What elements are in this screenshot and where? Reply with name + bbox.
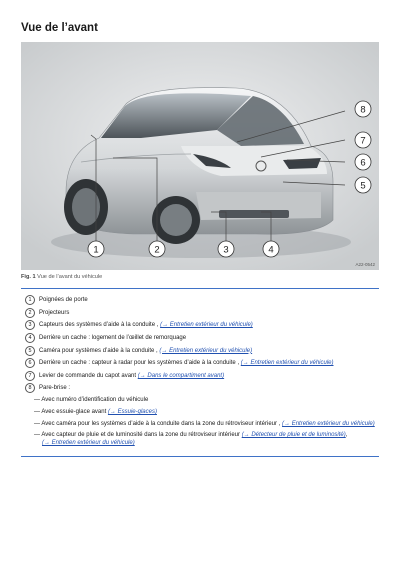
- sub-item: [34, 431, 380, 447]
- svg-text:5: 5: [360, 180, 366, 192]
- sub-item: [34, 408, 380, 416]
- legend-number: 4: [25, 333, 35, 343]
- svg-text:1: 1: [93, 244, 99, 256]
- svg-text:3: 3: [223, 244, 229, 256]
- legend-item: [21, 344, 379, 357]
- svg-text:6: 6: [360, 157, 366, 169]
- legend-number: 1: [25, 295, 35, 305]
- sub-item-separator: ,: [345, 432, 348, 438]
- sub-item-text: — Avec capteur de pluie et de luminosité dans la zone du rétroviseur intérieur: [34, 432, 241, 438]
- legend-text: Poignées de porte: [39, 297, 88, 304]
- legend-item: [21, 332, 379, 345]
- vehicle-front-figure: [21, 42, 379, 270]
- page-title: Vue de l’avant: [21, 22, 98, 34]
- legend-item: [21, 357, 379, 370]
- sub-item: [34, 396, 380, 404]
- svg-text:7: 7: [360, 135, 366, 147]
- legend-text: Projecteurs: [39, 309, 70, 316]
- bottom-divider: [21, 456, 379, 457]
- legend-item: [21, 307, 379, 320]
- legend-item: [21, 294, 379, 307]
- figure-code: A22-0542: [355, 262, 375, 267]
- svg-text:2: 2: [154, 244, 160, 256]
- figure-caption: [21, 274, 102, 280]
- legend-link[interactable]: (→ Entretien extérieur du véhicule): [240, 360, 334, 367]
- legend-text: Levier de commande du capot avant: [39, 372, 137, 379]
- callout-7: [355, 132, 371, 148]
- callout-8: [355, 101, 371, 117]
- sub-item-link[interactable]: (→ Entretien extérieur du véhicule): [42, 440, 135, 446]
- legend-number: 5: [25, 346, 35, 356]
- sub-item-text: — Avec numéro d’identification du véhicule: [34, 397, 149, 403]
- legend-text: Derrière un cache : logement de l’œillet de remorquage: [39, 335, 187, 342]
- vehicle-illustration: [21, 42, 379, 270]
- sub-item-text: — Avec essuie-glace avant: [34, 409, 107, 415]
- legend-item: [21, 382, 379, 395]
- legend-link[interactable]: (→ Entretien extérieur du véhicule): [159, 347, 253, 354]
- callout-1: [88, 241, 104, 257]
- legend-text: Pare-brise :: [39, 385, 71, 392]
- legend-link[interactable]: (→ Dans le compartiment avant): [137, 372, 225, 379]
- sub-item-link[interactable]: (→ Détecteur de pluie et de luminosité): [241, 432, 346, 438]
- callout-6: [355, 154, 371, 170]
- callout-5: [355, 177, 371, 193]
- legend-number: 7: [25, 371, 35, 381]
- legend-number: 3: [25, 320, 35, 330]
- sub-item-text: — Avec caméra pour les systèmes d’aide à la conduite dans la zone du rétroviseur intérieur ,: [34, 421, 281, 427]
- legend-text: Caméra pour systèmes d’aide à la conduite ,: [39, 347, 158, 354]
- legend-number: 6: [25, 358, 35, 368]
- sub-item-link[interactable]: (→ Entretien extérieur du véhicule): [282, 421, 375, 427]
- legend-item: [21, 370, 379, 383]
- top-divider: [21, 288, 379, 289]
- legend-text: Capteurs des systèmes d’aide à la conduite ,: [39, 322, 159, 329]
- figure-caption-text: Vue de l’avant du véhicule: [37, 274, 103, 280]
- figure-label: Fig. 1: [21, 274, 36, 280]
- legend-list: [21, 294, 379, 395]
- svg-text:4: 4: [268, 244, 274, 256]
- svg-text:8: 8: [360, 104, 366, 116]
- callout-3: [218, 241, 234, 257]
- legend-link[interactable]: (→ Entretien extérieur du véhicule): [160, 322, 253, 329]
- sub-item-link[interactable]: (→ Essuie-glaces): [107, 409, 157, 415]
- callout-4: [263, 241, 279, 257]
- legend-text: Derrière un cache : capteur à radar pour les systèmes d’aide à la conduite ,: [39, 360, 240, 367]
- sub-item: [34, 420, 380, 428]
- legend-number: 8: [25, 383, 35, 393]
- legend-item: [21, 319, 379, 332]
- legend-number: 2: [25, 308, 35, 318]
- callout-2: [149, 241, 165, 257]
